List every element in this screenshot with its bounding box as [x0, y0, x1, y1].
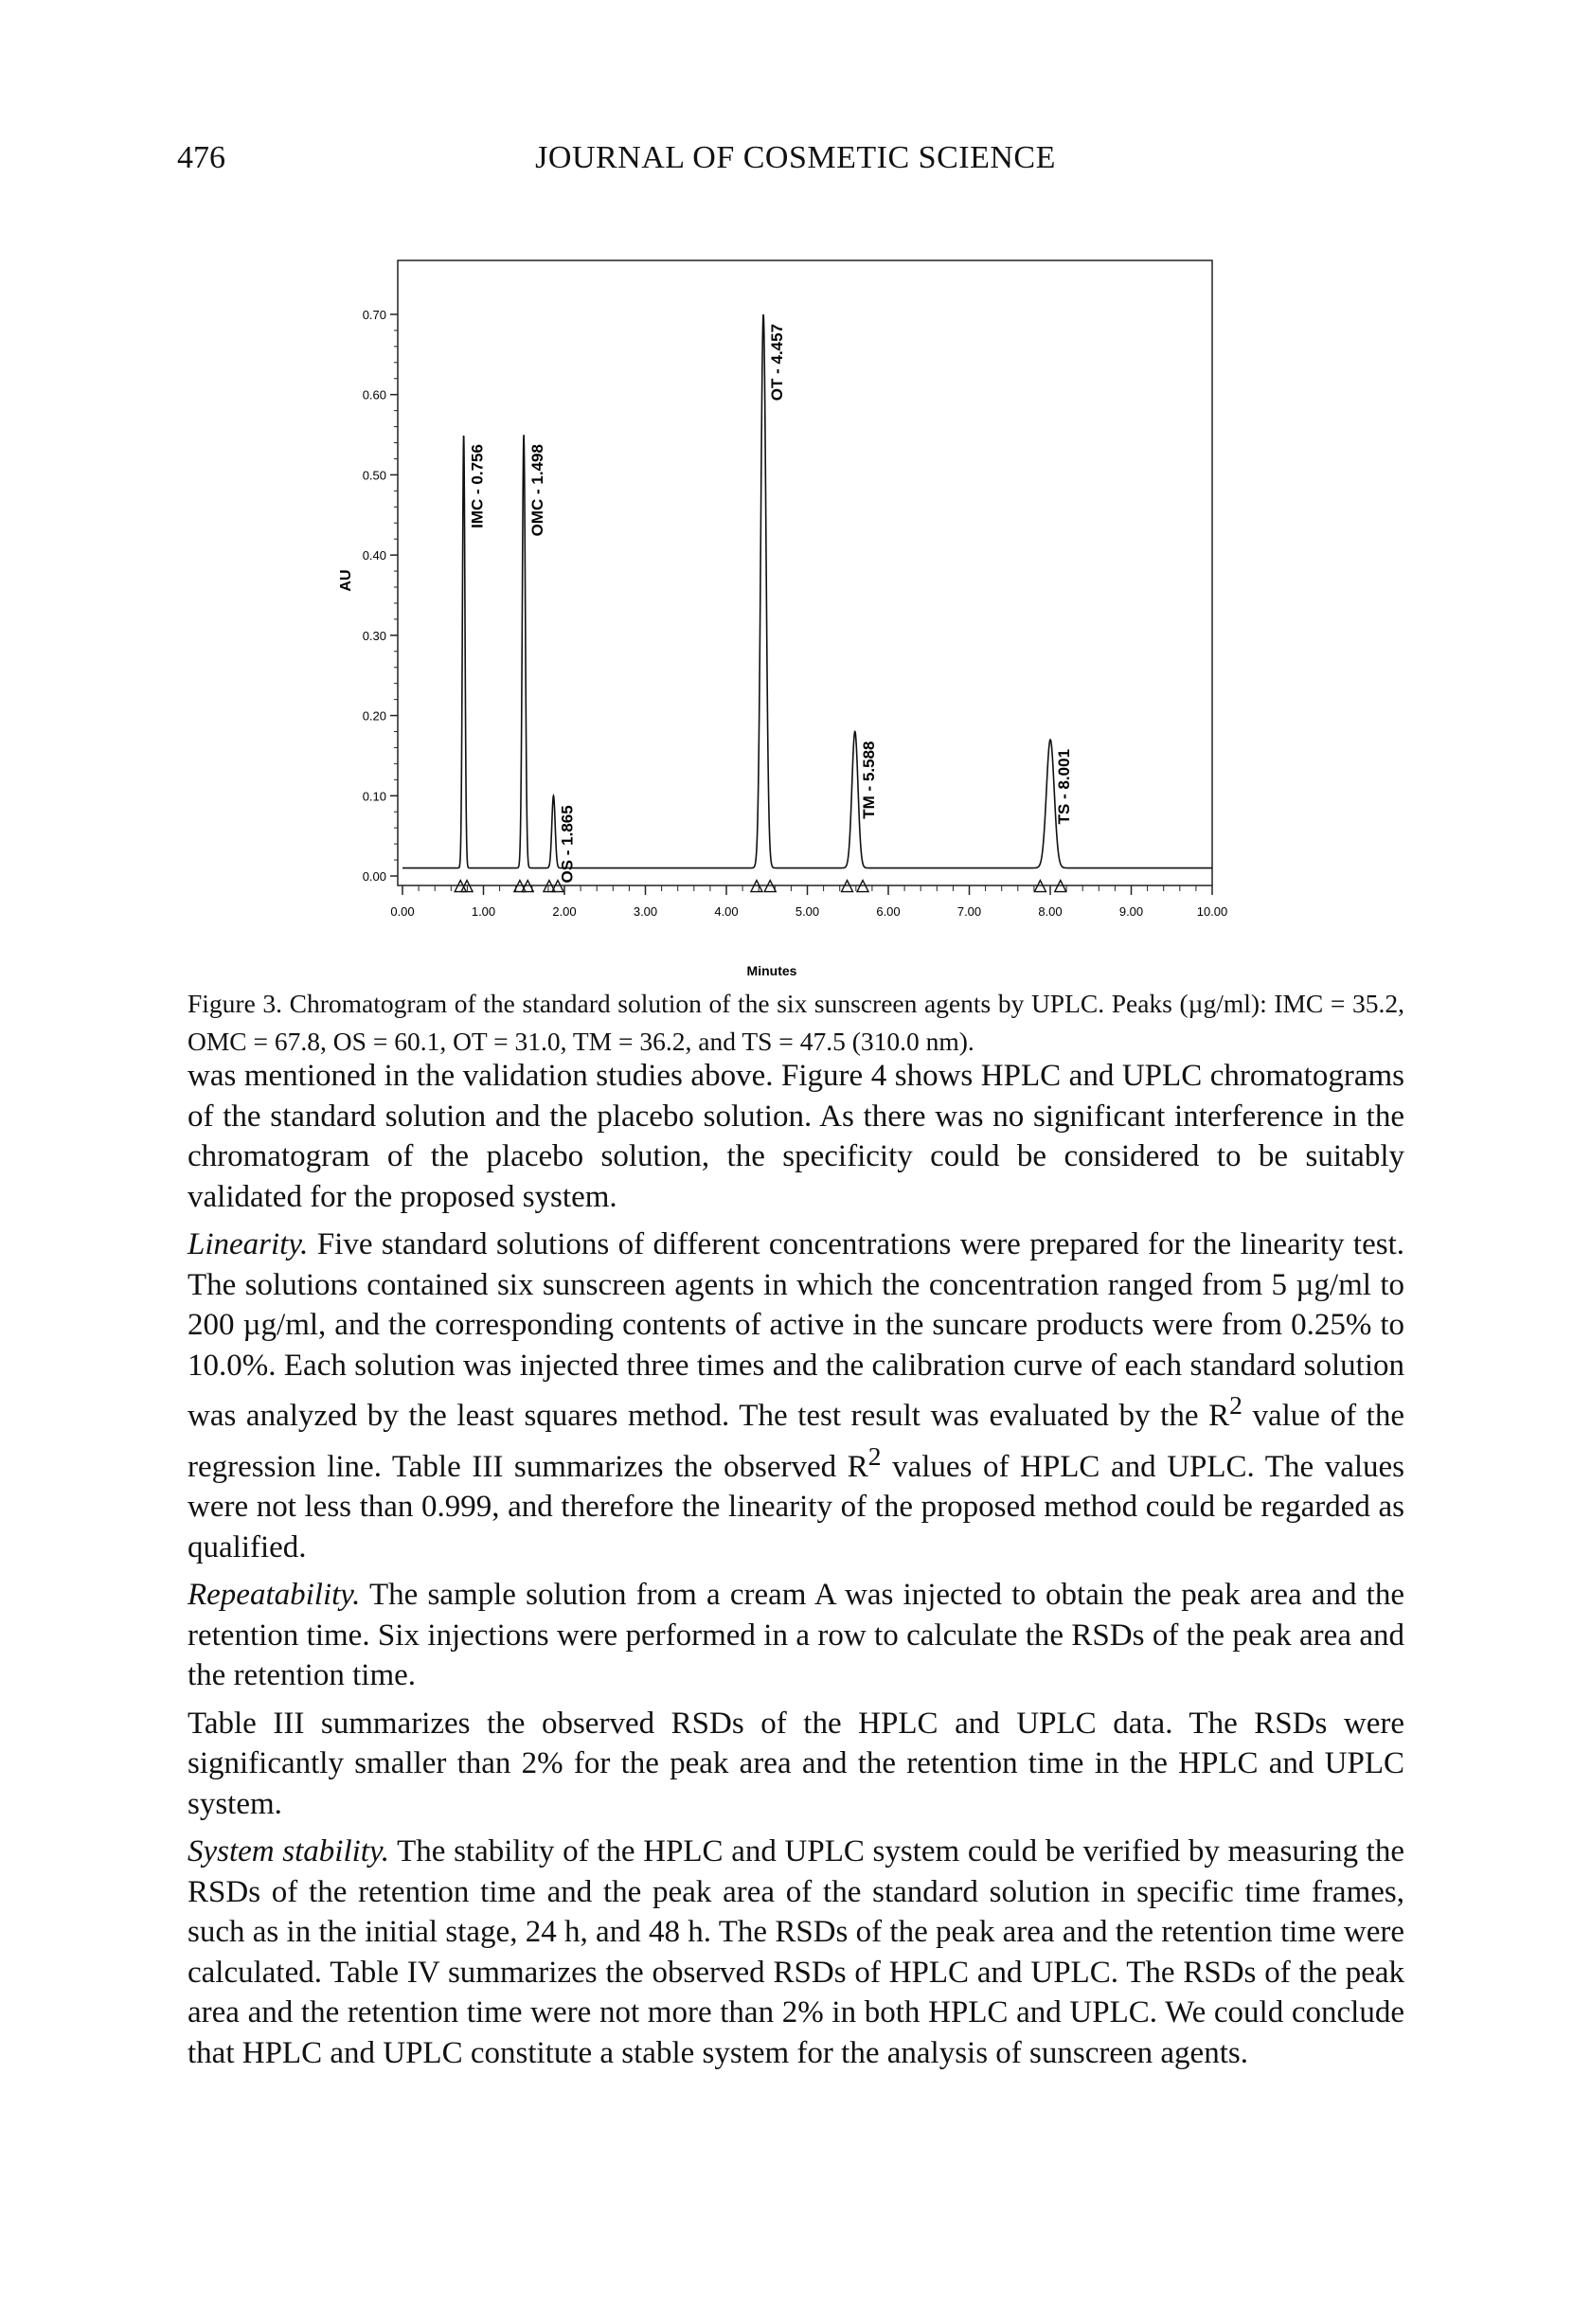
- plot-frame: [398, 260, 1212, 885]
- paragraph-rsd-summary: Table III summarizes the observed RSDs of the HPLC and UPLC data. The RSDs were significantly smaller than 2% for the peak area and the retention time in the HPLC and UPLC system.: [188, 1706, 1404, 1821]
- y-tick-label: 0.60: [362, 387, 386, 402]
- peak-label: OT - 4.457: [768, 323, 787, 402]
- y-tick-label: 0.40: [362, 548, 386, 563]
- y-tick-label: 0.10: [362, 789, 386, 804]
- x-tick-label: 0.00: [390, 904, 415, 919]
- linearity-text-b: value of the regression line. Table III summarizes the observed R: [188, 1399, 1404, 1484]
- x-axis-label: Minutes: [746, 963, 797, 978]
- x-tick-label: 9.00: [1118, 904, 1144, 919]
- x-tick-label: 6.00: [876, 904, 901, 919]
- page-number: 476: [177, 140, 225, 175]
- x-tick-label: 10.00: [1196, 904, 1228, 919]
- x-tick-label: 4.00: [714, 904, 739, 919]
- figure-caption: [188, 985, 1404, 1061]
- y-tick-label: 0.20: [362, 708, 386, 724]
- y-tick-label: 0.30: [362, 628, 386, 643]
- x-tick-label: 7.00: [956, 904, 982, 919]
- paragraph-linearity: [188, 1225, 1404, 1567]
- repeatability-text: The sample solution from a cream A was injected to obtain the peak area and the retention time. Six injections were performed in a row to calculate the RSDs of the peak area and the retention time.: [188, 1578, 1404, 1692]
- chromatogram-chart: [331, 241, 1260, 990]
- x-tick-label: 3.00: [633, 904, 658, 919]
- page-header: [0, 140, 1591, 188]
- peak-label: OMC - 1.498: [528, 444, 547, 537]
- x-tick-label: 1.00: [471, 904, 496, 919]
- y-axis-label: AU: [338, 569, 354, 592]
- system-stability-text: The stability of the HPLC and UPLC system could be verified by measuring the RSDs of the retention time and the peak area of the standard solution in specific time frames, such as in the initial stage, 24 h, and 48 h. The RSDs of the peak area and the retention time were calculated. Table IV summarizes the observed RSDs of HPLC and UPLC. The RSDs of the peak area and the retention time were not more than 2% in both HPLC and UPLC. We could conclude that HPLC and UPLC constitute a stable system for the analysis of sunscreen agents.: [188, 1834, 1404, 2070]
- peak-label: OS - 1.865: [558, 805, 577, 884]
- y-tick-label: 0.00: [362, 869, 386, 884]
- repeatability-heading: Repeatability.: [188, 1578, 361, 1612]
- figure-caption-text: Chromatogram of the standard solution of the six sunscreen agents by UPLC. Peaks (µg/ml): IMC = 35.2, OMC = 67.8, OS = 60.1, OT = 31.0, TM = 36.2, and TS = 47.5 (310.0 nm).: [188, 989, 1405, 1056]
- peak-label: TM - 5.588: [859, 741, 878, 819]
- system-stability-heading: System stability.: [188, 1834, 390, 1868]
- paragraph-system-stability: [188, 1832, 1404, 2073]
- linearity-text-a: Five standard solutions of different concentrations were prepared for the linearity test. The solutions contained six sunscreen agents in which the concentration ranged from 5 µg/ml to 200 µg/ml, and the corresponding contents of active in the suncare products were from 0.25% to 10.0%. Each solution was injected three times and the calibration curve of each standard solution was analyzed by the least squares method. The test result was evaluated by the R: [188, 1227, 1404, 1433]
- x-tick-label: 2.00: [552, 904, 577, 919]
- r-squared-superscript: 2: [1229, 1390, 1242, 1420]
- linearity-text-c: values of HPLC and UPLC. The values were not less than 0.999, and therefore the linearity of the proposed method could be regarded as qualified.: [188, 1449, 1404, 1564]
- chromatogram-trace: [402, 314, 1212, 868]
- paragraph-specificity: was mentioned in the validation studies above. Figure 4 shows HPLC and UPLC chromatograms of the standard solution and the placebo solution. As there was no significant interference in the chromatogram of the placebo solution, the specificity could be considered to be suitably validated for the proposed system.: [188, 1059, 1404, 1214]
- r-squared-superscript: 2: [867, 1440, 882, 1471]
- journal-title: JOURNAL OF COSMETIC SCIENCE: [535, 140, 1056, 175]
- y-tick-label: 0.50: [362, 468, 386, 483]
- y-tick-label: 0.70: [362, 307, 386, 322]
- body-text: [188, 1056, 1404, 2081]
- chromatogram-figure: [331, 241, 1260, 990]
- paragraph-repeatability: [188, 1575, 1404, 1696]
- x-tick-label: 5.00: [795, 904, 820, 919]
- x-tick-label: 8.00: [1038, 904, 1063, 919]
- figure-caption-label: Figure 3.: [188, 989, 283, 1018]
- peak-label: TS - 8.001: [1055, 748, 1074, 825]
- linearity-heading: Linearity.: [188, 1227, 309, 1261]
- peak-label: IMC - 0.756: [468, 444, 487, 528]
